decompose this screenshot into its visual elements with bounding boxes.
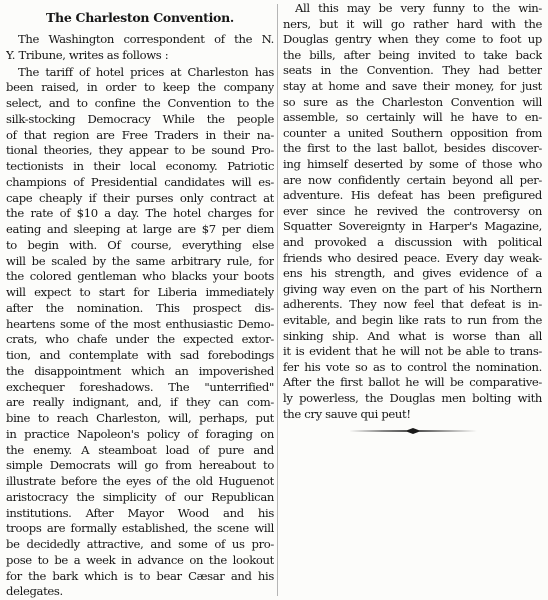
text-line: giving way even on the part of his Northern	[283, 281, 542, 296]
text-line: tion, and contemplate with sad forebodings	[6, 348, 274, 362]
text-line: counter a united Southern opposition from	[283, 125, 542, 140]
text-line: so sure as the Charleston Convention will	[283, 94, 542, 109]
text-line: Douglas gentry when they come to foot up	[283, 32, 542, 47]
article-title: The Charleston Convention.	[46, 10, 234, 25]
text-line: for the bark which is to bear Cæsar and his	[6, 568, 274, 583]
text-line: troops are formally established, the scene will	[6, 521, 274, 536]
text-line: sinking ship. And what is worse than all	[283, 328, 542, 343]
text-line: delegates.	[6, 584, 63, 599]
ornament-dash-icon	[349, 428, 477, 434]
text-line: ly powerless, the Douglas men bolting with	[283, 391, 542, 405]
text-line: seats in the Convention. They had better	[283, 63, 542, 78]
text-line: institutions. After Mayor Wood and his	[6, 505, 274, 520]
text-line: be decidedly attractive, and some of us pro-	[6, 537, 274, 551]
text-line: Squatter Sovereignty in Harper's Magazine,	[283, 219, 542, 234]
text-line: ens his strength, and gives evidence of a	[283, 266, 542, 281]
text-line: eating and sleeping at large are $7 per diem	[6, 222, 274, 236]
text-line: aristocracy the simplicity of our Republican	[6, 489, 274, 504]
text-line: after the nomination. This prospect dis-	[6, 300, 274, 315]
column-divider	[277, 4, 278, 596]
text-line: Y. Tribune, writes as follows :	[6, 47, 169, 62]
text-line: evitable, and begin like rats to run from the	[283, 313, 542, 327]
text-line: are really indignant, and, if they can com-	[6, 395, 274, 410]
text-line: cape cheaply if their purses only contract at	[6, 190, 274, 205]
text-line: heartens some of the most enthusiastic Demo-	[6, 316, 274, 331]
text-line: simple Democrats will go from hereabout to	[6, 458, 274, 473]
text-line: assemble, so certainly will he have to en-	[283, 110, 542, 125]
text-line: bine to reach Charleston, will, perhaps, put	[6, 411, 274, 425]
text-line: ever since he revived the controversy on	[283, 203, 542, 218]
text-line: silk-stocking Democracy While the people	[6, 111, 274, 126]
text-line: the enemy. A steamboat load of pure and	[6, 442, 274, 457]
text-line: the cry sauve qui peut!	[283, 406, 411, 421]
text-line: exchequer foreshadows. The "unterrified"	[6, 379, 274, 394]
text-line: the rate of $10 a day. The hotel charges for	[6, 206, 274, 221]
text-line: The tariff of hotel prices at Charleston has	[18, 64, 274, 79]
text-line: the disappointment which an impoverished	[6, 363, 274, 378]
text-line: adherents. They now feel that defeat is in-	[283, 297, 542, 312]
text-line: illustrate before the eyes of the old Huguenot	[6, 474, 274, 488]
text-line: All this may be very funny to the win-	[295, 1, 542, 15]
text-line: pose to be a week in advance on the lookout	[6, 552, 274, 567]
text-line: it is evident that he will not be able to trans-	[283, 344, 542, 359]
text-line: tectionists in their local economy. Patriotic	[6, 159, 274, 173]
text-line: will expect to start for Liberia immediately	[6, 285, 274, 299]
text-line: The Washington correspondent of the N.	[18, 32, 274, 46]
text-line: ners, but it will go rather hard with the	[283, 16, 542, 31]
text-line: fer his vote so as to control the nomination.	[283, 359, 542, 374]
text-line: crats, who chafe under the expected extor-	[6, 332, 274, 347]
text-line: select, and to confine the Convention to the	[6, 96, 274, 110]
text-line: and provoked a discussion with political	[283, 235, 542, 249]
text-line: the first to the last ballot, besides discover-	[283, 141, 542, 156]
text-line: stay at home and save their money, for just	[283, 79, 542, 93]
text-line: of that region are Free Traders in their na-	[6, 127, 274, 142]
text-line: After the first ballot he will be comparative-	[283, 375, 542, 390]
text-line: will be scaled by the same arbitrary rule, for	[6, 253, 274, 268]
text-line: in practice Napoleon's policy of foraging on	[6, 426, 274, 441]
text-line: ing himself deserted by some of those who	[283, 157, 542, 171]
text-line: been raised, in order to keep the company	[6, 80, 274, 95]
text-line: to begin with. Of course, everything else	[6, 237, 274, 252]
text-line: adventure. His defeat has been prefigured	[283, 188, 542, 203]
text-line: tional theories, they appear to be sound Pro-	[6, 143, 274, 158]
text-line: are now confidently certain beyond all per-	[283, 172, 542, 187]
text-line: the bills, after being invited to take back	[283, 47, 542, 62]
text-line: friends who desired peace. Every day weak-	[283, 250, 542, 265]
text-line: champions of Presidential candidates will es-	[6, 174, 274, 189]
text-line: the colored gentleman who blacks your boots	[6, 269, 274, 284]
